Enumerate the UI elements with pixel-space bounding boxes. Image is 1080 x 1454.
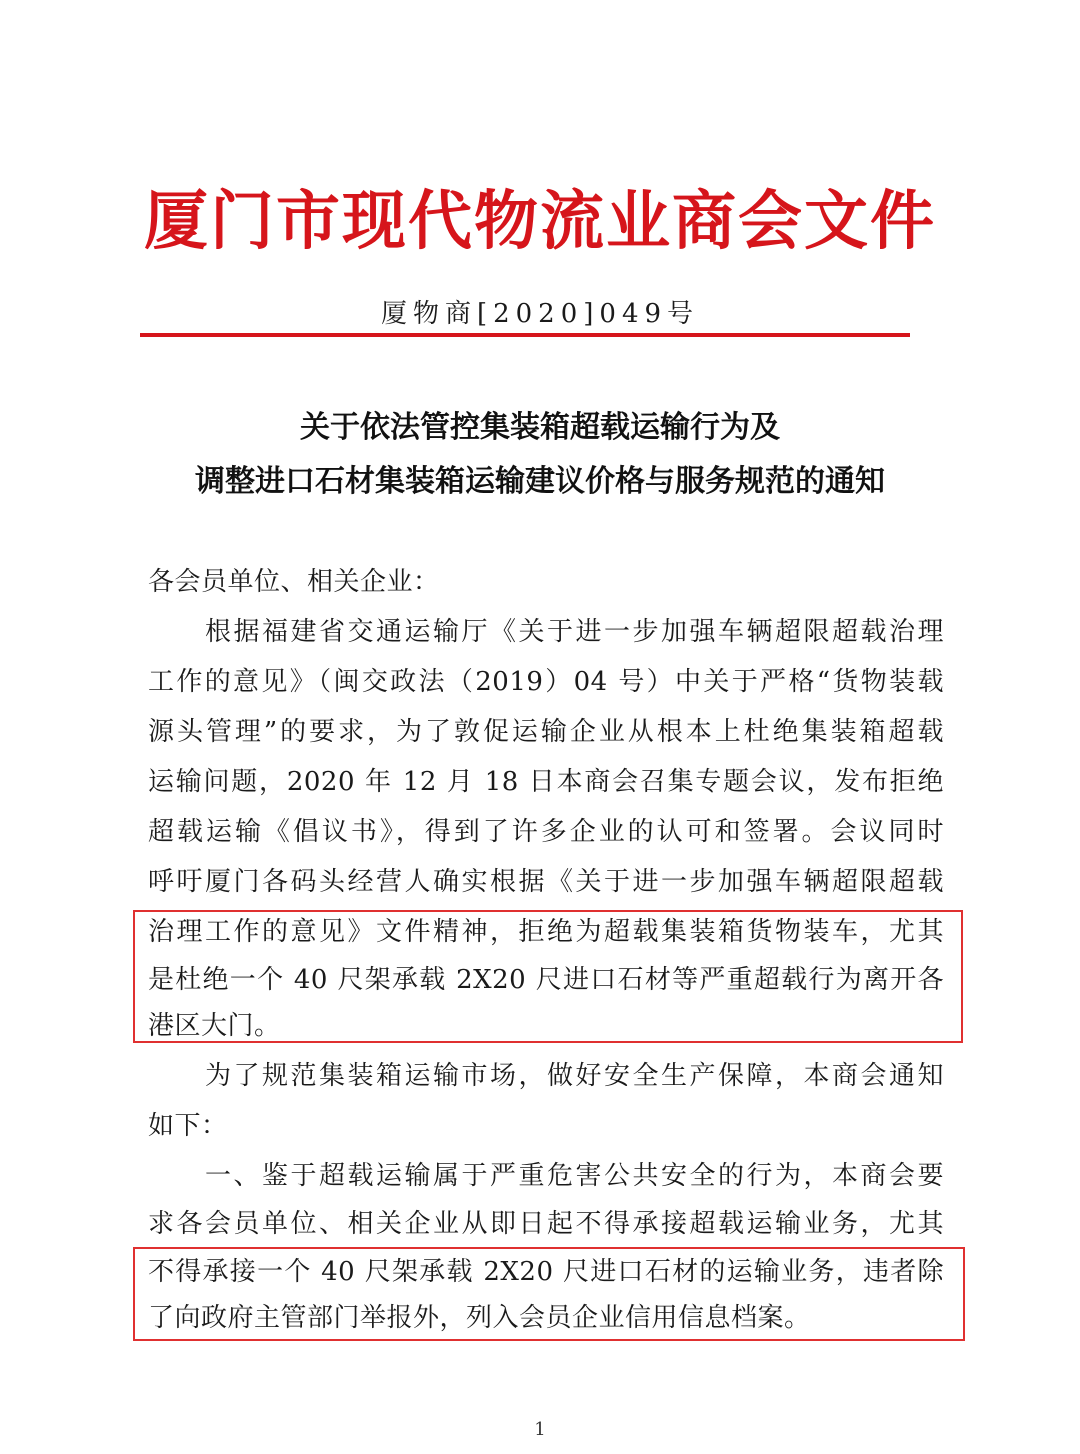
body-text-line: 如下：	[148, 1111, 228, 1141]
body-text-line: 为了规范集装箱运输市场，做好安全生产保障，本商会通知	[205, 1061, 944, 1091]
organization-title: 厦门市现代物流业商会文件	[144, 184, 936, 259]
body-text-line: 呼吁厦门各码头经营人确实根据《关于进一步加强车辆超限超载	[148, 867, 944, 897]
body-text-line: 治理工作的意见》文件精神，拒绝为超载集装箱货物装车，尤其	[148, 917, 944, 947]
body-text-line: 求各会员单位、相关企业从即日起不得承接超载运输业务，尤其	[148, 1209, 944, 1239]
body-text-line: 港区大门。	[148, 1011, 281, 1041]
body-text-line: 是杜绝一个 40 尺架承载 2X20 尺进口石材等严重超载行为离开各	[148, 965, 944, 995]
highlight-box-top	[133, 910, 963, 1043]
notice-title-line-2: 调整进口石材集装箱运输建议价格与服务规范的通知	[195, 464, 885, 499]
salutation: 各会员单位、相关企业：	[148, 567, 440, 597]
body-text-line: 超载运输《倡议书》，得到了许多企业的认可和签署。会议同时	[148, 817, 944, 847]
body-text-line: 一、鉴于超载运输属于严重危害公共安全的行为，本商会要	[205, 1161, 944, 1191]
body-text-line: 工作的意见》（闽交政法（2019）04 号）中关于严格“货物装载	[148, 667, 944, 697]
body-text-line: 不得承接一个 40 尺架承载 2X20 尺进口石材的运输业务，违者除	[148, 1257, 944, 1287]
highlight-box-bottom	[133, 1247, 965, 1341]
body-text-line: 运输问题，2020 年 12 月 18 日本商会召集专题会议，发布拒绝	[148, 767, 944, 797]
body-text-line: 源头管理”的要求，为了敦促运输企业从根本上杜绝集装箱超载	[148, 717, 944, 747]
body-text-line: 根据福建省交通运输厅《关于进一步加强车辆超限超载治理	[205, 617, 944, 647]
page-number: 1	[534, 1419, 546, 1440]
body-text-line: 了向政府主管部门举报外，列入会员企业信用信息档案。	[148, 1303, 811, 1333]
document-number: 厦物商[2020]049号	[380, 299, 700, 329]
red-divider-rule	[140, 333, 910, 337]
notice-title-line-1: 关于依法管控集装箱超载运输行为及	[300, 410, 780, 445]
